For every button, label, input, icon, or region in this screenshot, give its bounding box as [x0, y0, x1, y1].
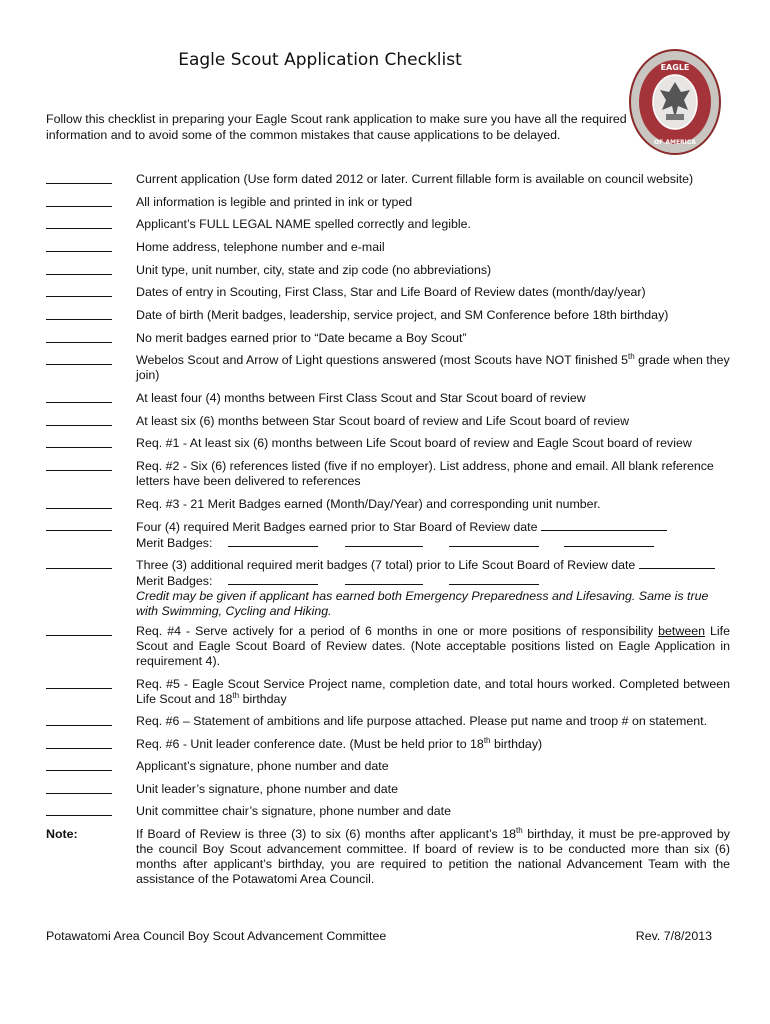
checkbox-blank-line[interactable] [46, 497, 112, 509]
checkbox-blank-line[interactable] [46, 737, 112, 749]
checklist-item: Req. #2 - Six (6) references listed (five if no employer). List address, phone and email. All blank reference letters have been delivered to references [46, 459, 730, 489]
checklist-item-req5: Req. #5 - Eagle Scout Service Project name, completion date, and total hours worked. Completed between Life Scout and 18th birthday [46, 677, 730, 707]
star-bor-date-field[interactable] [541, 519, 667, 531]
checkbox-blank-line[interactable] [46, 217, 112, 229]
footer-revision: Rev. 7/8/2013 [635, 929, 712, 943]
checklist-item: Unit leader’s signature, phone number and date [46, 782, 730, 797]
checkbox-blank-line[interactable] [46, 436, 112, 448]
checkbox-blank-line[interactable] [46, 782, 112, 794]
checkbox-blank-line[interactable] [46, 714, 112, 726]
svg-text:EAGLE: EAGLE [660, 63, 690, 72]
checkbox-blank-line[interactable] [46, 308, 112, 320]
checklist-item-req4: Req. #4 - Serve actively for a period of 6 months in one or more positions of responsibility between Life Scout and Eagle Scout Board of Review dates. (Note acceptable positions listed on Eagle Application in requirement 4). [46, 624, 730, 669]
checklist-item: No merit badges earned prior to “Date became a Boy Scout” [46, 331, 730, 346]
intro-paragraph: Follow this checklist in preparing your Eagle Scout rank application to make sure you have all the required information and to avoid some of the common mistakes that cause applications to be delayed. [46, 112, 627, 142]
checklist-item: Applicant’s FULL LEGAL NAME spelled correctly and legible. [46, 217, 730, 232]
life-bor-date-field[interactable] [639, 557, 715, 569]
checkbox-blank-line[interactable] [46, 240, 112, 252]
checklist-item: All information is legible and printed in ink or typed [46, 195, 730, 210]
checkbox-blank-line[interactable] [46, 624, 112, 636]
checkbox-blank-line[interactable] [46, 459, 112, 471]
checklist-item: Req. #6 – Statement of ambitions and life purpose attached. Please put name and troop # on statement. [46, 714, 730, 729]
checklist-item: Current application (Use form dated 2012 or later. Current fillable form is available on council website) [46, 172, 730, 187]
checklist-item-webelos: Webelos Scout and Arrow of Light questions answered (most Scouts have NOT finished 5th grade when they join) [46, 353, 730, 383]
checkbox-blank-line[interactable] [46, 557, 112, 569]
checklist-item-three-additional: Three (3) additional required merit badges (7 total) prior to Life Scout Board of Review date Merit Badges: Credit may be given if applicant has earned both Emergency Preparedness and Lifesaving. Same is true with Swimming, Cycling and Hiking. [46, 557, 730, 619]
checklist-item: Dates of entry in Scouting, First Class, Star and Life Board of Review dates (month/day/year) [46, 285, 730, 300]
checklist-item: Req. #3 - 21 Merit Badges earned (Month/Day/Year) and corresponding unit number. [46, 497, 730, 512]
checklist-item: Applicant’s signature, phone number and date [46, 759, 730, 774]
checklist-item-req6-conference: Req. #6 - Unit leader conference date. (Must be held prior to 18th birthday) [46, 737, 730, 752]
checklist-item: Unit type, unit number, city, state and zip code (no abbreviations) [46, 263, 730, 278]
merit-badge-field[interactable] [449, 535, 539, 547]
checkbox-blank-line[interactable] [46, 804, 112, 816]
checkbox-blank-line[interactable] [46, 677, 112, 689]
checkbox-blank-line[interactable] [46, 172, 112, 184]
checklist-item: Unit committee chair’s signature, phone number and date [46, 804, 730, 819]
checkbox-blank-line[interactable] [46, 195, 112, 207]
checkbox-blank-line[interactable] [46, 519, 112, 531]
checklist-item: At least four (4) months between First Class Scout and Star Scout board of review [46, 391, 730, 406]
checklist-item: Req. #1 - At least six (6) months between Life Scout board of review and Eagle Scout board of review [46, 436, 730, 451]
merit-badge-field[interactable] [564, 535, 654, 547]
note-label: Note: [46, 827, 78, 841]
footer-committee: Potawatomi Area Council Boy Scout Advancement Committee [46, 929, 387, 943]
merit-badge-field[interactable] [449, 573, 539, 585]
merit-badge-field[interactable] [228, 573, 318, 585]
svg-text:OF AMERICA: OF AMERICA [654, 139, 696, 146]
checkbox-blank-line[interactable] [46, 285, 112, 297]
note-block: Note: If Board of Review is three (3) to six (6) months after applicant’s 18th birthday, it must be pre-approved by the council Boy Scout advancement committee. If board of review is to be conducted more than six (6) months after applicant’s birthday, you are required to petition the national Advancement Team with the assistance of the Potawatomi Area Council. [46, 825, 730, 886]
checkbox-blank-line[interactable] [46, 263, 112, 275]
checkbox-blank-line[interactable] [46, 391, 112, 403]
page-title: Eagle Scout Application Checklist [178, 50, 462, 70]
merit-badge-field[interactable] [345, 573, 423, 585]
merit-badge-field[interactable] [228, 535, 318, 547]
checkbox-blank-line[interactable] [46, 414, 112, 426]
checklist-item: Date of birth (Merit badges, leadership, service project, and SM Conference before 18th birthday) [46, 308, 730, 323]
checkbox-blank-line[interactable] [46, 759, 112, 771]
checkbox-blank-line[interactable] [46, 331, 112, 343]
checklist-item-four-required: Four (4) required Merit Badges earned prior to Star Board of Review date Merit Badges: [46, 519, 730, 551]
merit-badge-field[interactable] [345, 535, 423, 547]
checkbox-blank-line[interactable] [46, 353, 112, 365]
checklist-item: Home address, telephone number and e-mail [46, 240, 730, 255]
checklist-item: At least six (6) months between Star Scout board of review and Life Scout board of review [46, 414, 730, 429]
